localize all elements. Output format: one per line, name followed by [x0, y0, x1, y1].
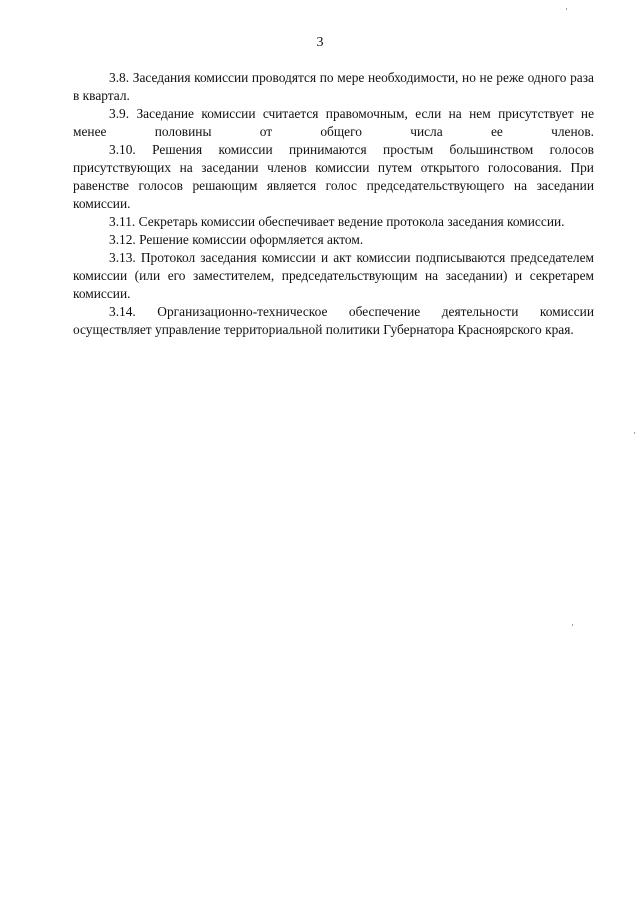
paragraph-line: 3.10. Решения комиссии принимаются простым большинством голосов [109, 142, 594, 157]
paragraph-3-8 [73, 69, 594, 105]
paragraph-line: Красноярского края. [457, 322, 574, 337]
scan-speck [566, 8, 567, 10]
paragraph-3-13 [73, 249, 594, 303]
document-body [73, 69, 594, 339]
paragraph-3-14 [73, 303, 594, 339]
paragraph-3-10 [73, 141, 594, 213]
paragraph-line: 3.12. Решение комиссии оформляется актом. [109, 232, 364, 247]
paragraph-line: При равенстве голосов решающим является голос председательствующего на [73, 160, 594, 193]
scan-speck [572, 624, 573, 626]
paragraph-line: заседании комиссии. [73, 178, 594, 211]
paragraph-3-11 [73, 213, 594, 231]
paragraph-line: на заседании) и секретарем комиссии. [73, 268, 595, 301]
page-number: 3 [316, 35, 324, 50]
paragraph-line: присутствует не менее половины от общего числа ее членов. [73, 106, 595, 139]
paragraph-line: 3.8. Заседания комиссии проводятся по мере необходимости, но не реже [109, 70, 524, 85]
paragraph-line: председателем комиссии (или его заместителем, председательствующим [73, 250, 594, 283]
paragraph-line: 3.14. Организационно-техническое обеспечение деятельности комиссии [109, 304, 594, 319]
paragraph-3-9 [73, 105, 594, 141]
paragraph-line: 3.13. Протокол заседания комиссии и акт комиссии подписываются [109, 250, 506, 265]
paragraph-line: 3.11. Секретарь комиссии обеспечивает ведение протокола заседания [109, 214, 504, 229]
paragraph-line: осуществляет управление территориальной политики Губернатора [73, 322, 455, 337]
paragraph-line: 3.9. Заседание комиссии считается правомочным, если на нем [109, 106, 491, 121]
paragraph-line: одного раза в квартал. [73, 70, 594, 103]
scan-speck [634, 432, 635, 434]
paragraph-line: комиссии. [507, 214, 565, 229]
paragraph-3-12 [73, 231, 594, 249]
paragraph-line: присутствующих на заседании членов комиссии путем открытого голосования. [73, 160, 562, 175]
